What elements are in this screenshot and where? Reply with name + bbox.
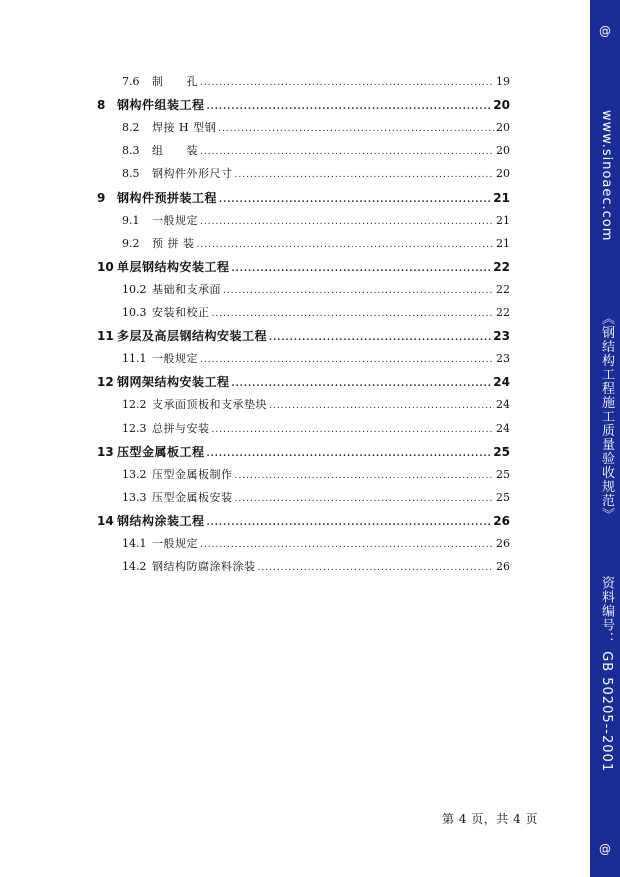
toc-entry-page-number: 25 <box>493 444 510 459</box>
toc-entry-title: 钢构件组装工程 <box>117 98 205 113</box>
toc-entry-page-number: 26 <box>496 560 510 574</box>
toc-chapter-row[interactable] <box>97 373 510 390</box>
toc-dot-leader <box>212 309 495 319</box>
toc-dot-leader <box>207 102 492 112</box>
toc-dot-leader <box>212 425 495 435</box>
toc-entry-number: 9.2 <box>122 236 140 250</box>
toc-dot-leader <box>258 563 495 573</box>
toc-entry-title: 组 装 <box>152 144 198 158</box>
toc-entry-number: 13.3 <box>122 490 147 504</box>
banner-code: GB 50205--2001 <box>599 651 614 773</box>
toc-entry-title: 压型金属板工程 <box>117 444 205 459</box>
toc-entry-number: 11.1 <box>122 352 147 366</box>
toc-entry-number: 12.2 <box>122 398 147 412</box>
toc-entry-number: 7.6 <box>122 75 140 88</box>
toc-entry-page-number: 21 <box>496 236 510 250</box>
toc-dot-leader <box>232 379 492 389</box>
toc-entry-title: 基础和支承面 <box>152 282 221 296</box>
toc-section-row[interactable] <box>122 165 510 181</box>
toc-chapter-row[interactable] <box>97 512 510 529</box>
toc-dot-leader <box>200 355 494 365</box>
toc-entry-page-number: 24 <box>496 421 510 435</box>
toc-dot-leader <box>200 540 494 550</box>
toc-entry-page-number: 21 <box>493 190 510 205</box>
toc-section-row[interactable] <box>122 235 510 251</box>
toc-entry-page-number: 20 <box>496 167 510 181</box>
toc-entry-page-number: 26 <box>493 513 510 528</box>
toc-entry-page-number: 20 <box>496 121 510 135</box>
toc-section-row[interactable] <box>122 396 510 412</box>
toc-entry-title: 钢网架结构安装工程 <box>117 375 230 390</box>
toc-entry-page-number: 20 <box>493 98 510 113</box>
toc-entry-page-number: 20 <box>496 144 510 158</box>
toc-entry-title: 预 拼 装 <box>152 236 195 250</box>
toc-section-row[interactable] <box>122 119 510 135</box>
toc-entry-page-number: 24 <box>496 398 510 412</box>
toc-dot-leader <box>200 217 494 227</box>
toc-entry-title: 总拼与安装 <box>152 421 210 435</box>
toc-entry-number: 14.2 <box>122 560 147 574</box>
toc-section-row[interactable] <box>122 489 510 505</box>
toc-dot-leader <box>235 471 495 481</box>
toc-entry-number: 8.3 <box>122 144 140 158</box>
toc-entry-title: 压型金属板安装 <box>152 490 233 504</box>
toc-section-row[interactable] <box>122 142 510 158</box>
toc-entry-title: 压型金属板制作 <box>152 467 233 481</box>
toc-entry-number: 14 <box>97 513 114 528</box>
page-footer: 第 4 页，共 4 页 <box>442 812 539 826</box>
toc-entry-title: 焊接 H 型钢 <box>152 121 217 135</box>
toc-entry-number: 9 <box>97 190 106 205</box>
toc-entry-page-number: 26 <box>496 537 510 550</box>
toc-entry-number: 10.2 <box>122 282 147 296</box>
toc-entry-number: 8.5 <box>122 167 140 181</box>
toc-section-row[interactable] <box>122 304 510 320</box>
toc-entry-number: 11 <box>97 329 114 344</box>
toc-entry-page-number: 25 <box>496 490 510 504</box>
toc-entry-number: 9.1 <box>122 213 140 227</box>
banner-doc-title: 《钢结构工程施工质量验收规范》 <box>599 311 614 522</box>
toc-entry-title: 支承面顶板和支承垫块 <box>152 398 267 412</box>
toc-entry-page-number: 24 <box>493 375 510 390</box>
toc-entry-page-number: 21 <box>496 213 510 227</box>
toc-dot-leader <box>235 170 495 180</box>
toc-section-row[interactable] <box>122 350 510 366</box>
toc-entry-title: 一般规定 <box>152 537 198 550</box>
toc-chapter-row[interactable] <box>97 258 510 275</box>
toc-entry-number: 14.1 <box>122 537 147 550</box>
toc-section-row[interactable] <box>122 558 510 574</box>
toc-dot-leader <box>235 494 495 504</box>
toc-entry-number: 8 <box>97 98 106 113</box>
toc-entry-number: 12.3 <box>122 421 147 435</box>
toc-entry-page-number: 22 <box>496 306 510 319</box>
toc-entry-title: 一般规定 <box>152 352 198 366</box>
toc-dot-leader <box>200 78 494 88</box>
toc-entry-number: 13 <box>97 444 114 459</box>
toc-entry-number: 8.2 <box>122 121 140 135</box>
toc-entry-title: 钢构件预拼装工程 <box>117 190 218 205</box>
toc-entry-number: 13.2 <box>122 467 147 481</box>
toc-dot-leader <box>269 333 491 343</box>
toc-section-row[interactable] <box>122 535 510 551</box>
toc-dot-leader <box>232 264 492 274</box>
toc-dot-leader <box>223 286 494 296</box>
toc-entry-number: 12 <box>97 375 114 390</box>
toc-chapter-row[interactable] <box>97 327 510 344</box>
side-banner <box>590 0 620 877</box>
toc-chapter-row[interactable] <box>97 96 510 113</box>
toc-entry-page-number: 25 <box>496 467 510 481</box>
toc-dot-leader <box>197 240 495 250</box>
toc-dot-leader <box>218 124 494 134</box>
toc-entry-title: 钢结构涂装工程 <box>117 513 205 528</box>
toc-entry-page-number: 23 <box>496 352 510 366</box>
toc-chapter-row[interactable] <box>97 443 510 460</box>
toc-dot-leader <box>207 449 492 459</box>
toc-entry-title: 制 孔 <box>152 75 198 88</box>
toc-dot-leader <box>200 147 494 157</box>
toc-entry-number: 10.3 <box>122 306 147 319</box>
toc-section-row[interactable] <box>122 73 510 89</box>
toc-section-row[interactable] <box>122 466 510 482</box>
toc-section-row[interactable] <box>122 420 510 436</box>
toc-entry-title: 钢构件外形尺寸 <box>152 167 233 181</box>
banner-code-label: 资料编号： <box>599 576 614 646</box>
toc-dot-leader <box>207 518 492 528</box>
toc-entry-page-number: 22 <box>496 282 510 296</box>
toc-entry-title: 单层钢结构安装工程 <box>117 259 230 274</box>
toc-entry-number: 10 <box>97 259 114 274</box>
toc-dot-leader <box>219 195 491 205</box>
toc-section-row[interactable] <box>122 212 510 228</box>
toc-entry-page-number: 19 <box>496 75 510 88</box>
toc-entry-title: 多层及高层钢结构安装工程 <box>117 329 268 344</box>
toc-dot-leader <box>269 401 494 411</box>
toc-entry-page-number: 23 <box>493 329 510 344</box>
banner-website[interactable]: www.sinoaec.com <box>599 110 614 242</box>
toc-entry-title: 安装和校正 <box>152 306 210 319</box>
banner-vertical-text <box>597 110 616 772</box>
at-symbol-bottom: @ <box>599 842 611 856</box>
toc-entry-title: 一般规定 <box>152 213 198 227</box>
toc-entry-title: 钢结构防腐涂料涂装 <box>152 560 256 574</box>
toc-entry-page-number: 22 <box>493 259 510 274</box>
toc-chapter-row[interactable] <box>97 189 510 206</box>
at-symbol-top: @ <box>599 24 611 38</box>
toc-section-row[interactable] <box>122 281 510 297</box>
